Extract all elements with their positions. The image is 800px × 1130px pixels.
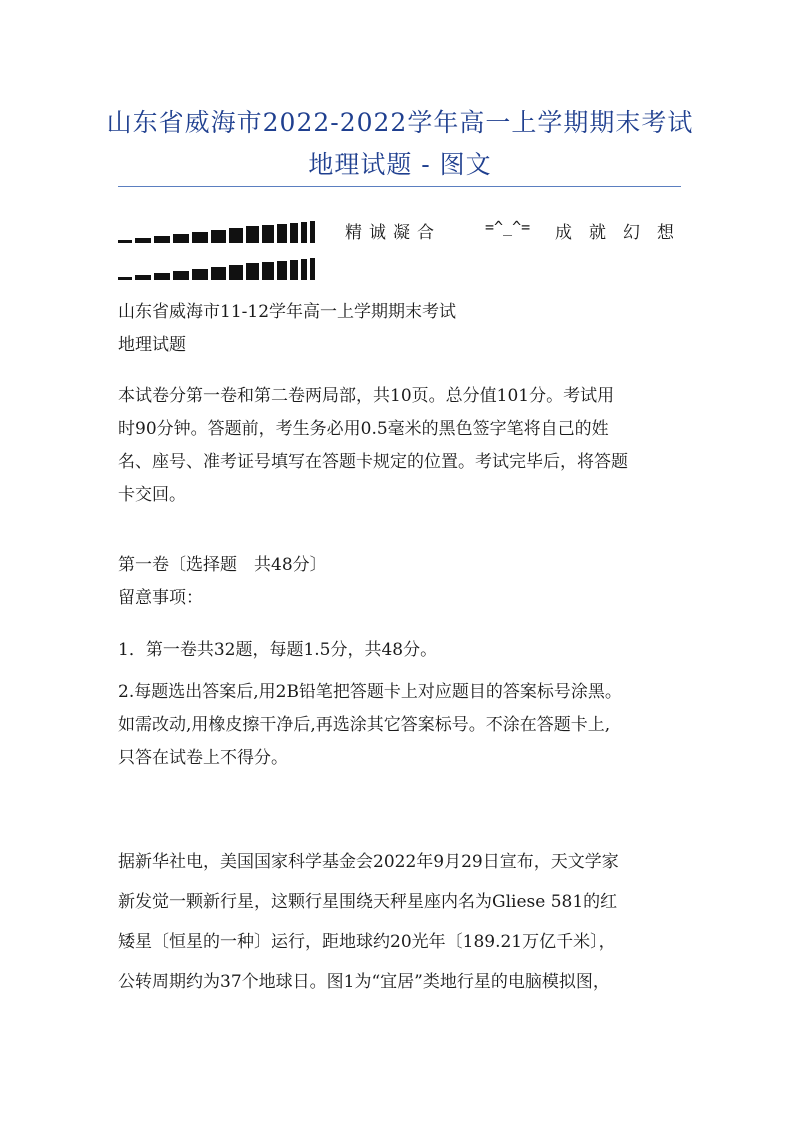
motto-char: 成 bbox=[555, 223, 572, 243]
note-item: 1．第一卷共32题，每题1.5分，共48分。 bbox=[118, 640, 438, 660]
text-line: 卡交回。 bbox=[118, 485, 186, 505]
text-line: 如需改动,用橡皮擦干净后,再选涂其它答案标号。不涂在答题卡上, bbox=[118, 715, 611, 735]
decorative-bars-top bbox=[118, 213, 318, 243]
text-line: 公转周期约为37个地球日。图1为“宜居”类地行星的电脑模拟图， bbox=[118, 972, 610, 992]
decorative-bars-bottom bbox=[118, 250, 318, 280]
deco-bar bbox=[301, 222, 307, 243]
title-divider bbox=[118, 186, 681, 187]
deco-bar bbox=[310, 258, 315, 280]
exam-subject: 地理试题 bbox=[118, 335, 186, 355]
motto-char: 幻 bbox=[623, 223, 640, 243]
exam-name: 山东省威海市11-12学年高一上学期期末考试 bbox=[118, 302, 457, 322]
document-subtitle: 地理试题 - 图文 bbox=[308, 150, 492, 179]
text-line: 矮星〔恒星的一种〕运行，距地球约20光年〔189.21万亿千米〕， bbox=[118, 932, 616, 952]
deco-bar bbox=[290, 223, 298, 243]
deco-bar bbox=[262, 225, 274, 243]
text-line: 本试卷分第一卷和第二卷两局部，共10页。总分值101分。考试用 bbox=[118, 386, 615, 406]
deco-bar bbox=[246, 263, 259, 280]
text-line: 只答在试卷上不得分。 bbox=[118, 748, 288, 768]
text-line: 2.每题选出答案后,用2B铅笔把答题卡上对应题目的答案标号涂黑。 bbox=[118, 682, 622, 702]
passage-paragraph bbox=[118, 842, 688, 1002]
motto-char: 想 bbox=[657, 223, 674, 243]
text-line: 据新华社电，美国国家科学基金会2022年9月29日宣布，天文学家 bbox=[118, 852, 619, 872]
deco-bar bbox=[192, 232, 208, 243]
deco-bar bbox=[192, 269, 208, 280]
deco-bar bbox=[173, 234, 189, 243]
deco-bar bbox=[135, 275, 151, 280]
deco-bar bbox=[135, 238, 151, 243]
deco-bar bbox=[154, 236, 170, 243]
deco-bar bbox=[118, 277, 132, 280]
deco-bar bbox=[310, 221, 315, 243]
motto-line bbox=[345, 216, 681, 246]
deco-bar bbox=[118, 240, 132, 243]
motto-char: 诚 bbox=[369, 223, 386, 243]
deco-bar bbox=[154, 273, 170, 280]
text-line: 新发觉一颗新行星，这颗行星围绕天秤星座内名为Gliese 581的红 bbox=[118, 892, 618, 912]
section-heading-block bbox=[118, 549, 688, 615]
deco-bar bbox=[246, 226, 259, 243]
deco-bar bbox=[277, 261, 287, 280]
notes-title: 留意事项： bbox=[118, 588, 203, 608]
motto-char: 精 bbox=[345, 223, 362, 243]
notes-block-2 bbox=[118, 676, 688, 775]
deco-bar bbox=[290, 260, 298, 280]
intro-paragraph bbox=[118, 380, 688, 512]
text-line: 时90分钟。答题前，考生务必用0.5毫米的黑色签字笔将自己的姓 bbox=[118, 419, 609, 439]
deco-bar bbox=[262, 262, 274, 280]
deco-bar bbox=[301, 259, 307, 280]
deco-bar bbox=[211, 267, 226, 280]
motto-face: =^_^= bbox=[485, 218, 531, 236]
section-heading: 第一卷〔选择题 共48分〕 bbox=[118, 555, 327, 575]
motto-char: 就 bbox=[589, 223, 606, 243]
deco-bar bbox=[229, 265, 243, 280]
text-line: 名、座号、准考证号填写在答题卡规定的位置。考试完毕后，将答题 bbox=[118, 452, 628, 472]
document-title: 山东省威海市2022-2022学年高一上学期期末考试 bbox=[106, 108, 694, 137]
motto-char: 凝 bbox=[393, 223, 410, 243]
notes-block bbox=[118, 634, 688, 667]
deco-bar bbox=[173, 271, 189, 280]
deco-bar bbox=[229, 228, 243, 243]
exam-heading-block bbox=[118, 296, 688, 362]
deco-bar bbox=[211, 230, 226, 243]
motto-char: 合 bbox=[417, 223, 434, 243]
deco-bar bbox=[277, 224, 287, 243]
